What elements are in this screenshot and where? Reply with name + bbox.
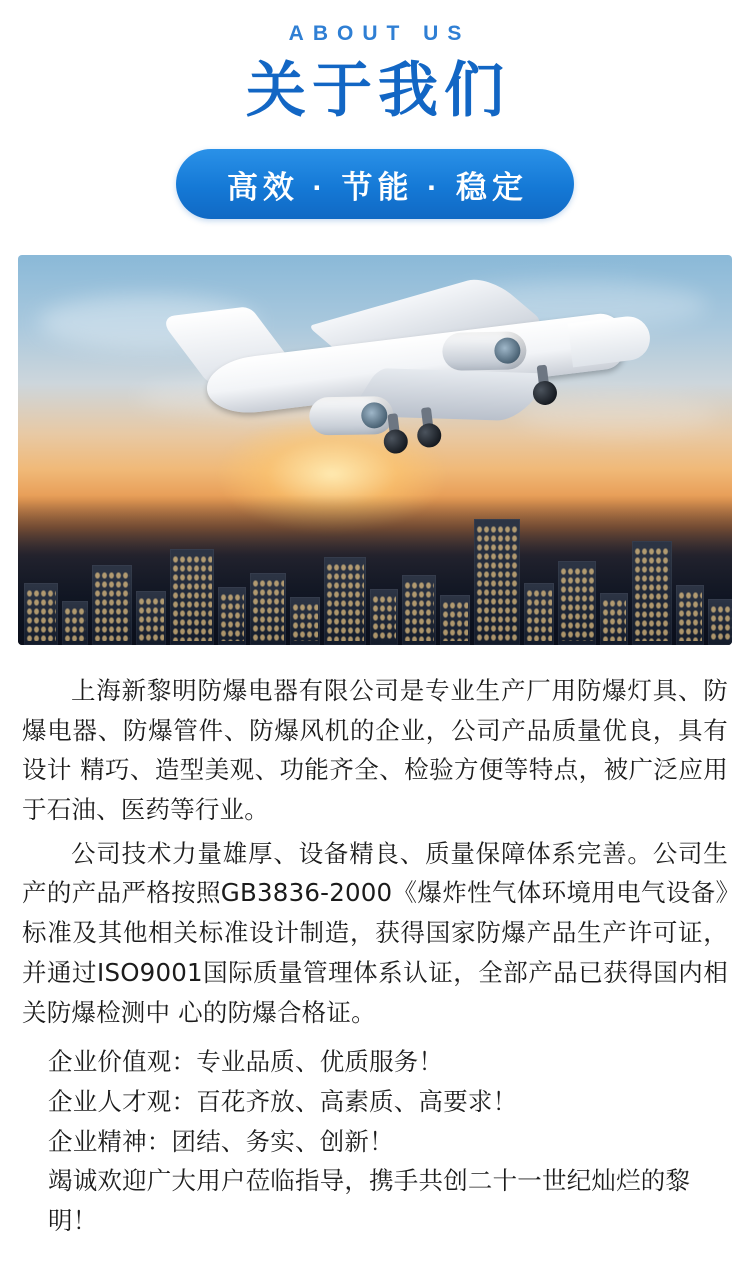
building xyxy=(440,595,470,645)
building xyxy=(600,593,628,645)
paragraph: 公司技术力量雄厚、设备精良、质量保障体系完善。公司生产的产品严格按照GB3836-2000《爆炸性气体环境用电气设备》标准及其他相关标准设计制造，获得国家防爆产品生产许可证，并通过ISO9001国际质量管理体系认证，全部产品已获得国内相关防爆检测中 心的防爆合格证。 xyxy=(22,838,728,1027)
city-skyline xyxy=(18,495,732,645)
paragraph: 上海新黎明防爆电器有限公司是专业生产厂用防爆灯具、防爆电器、防爆管件、防爆风机的企业，公司产品质量优良，具有设计 精巧、造型美观、功能齐全、检验方便等特点，被广泛应用于石油、医药等行业。 xyxy=(22,676,728,825)
page-title: 关于我们 xyxy=(246,56,510,126)
building xyxy=(370,589,398,645)
building xyxy=(136,591,166,645)
values-list xyxy=(22,1042,728,1240)
building xyxy=(402,575,436,645)
building xyxy=(558,561,596,645)
building xyxy=(24,583,58,645)
building-tower xyxy=(474,519,520,645)
list-item: 企业精神：团结、务实、创新！ xyxy=(48,1126,394,1156)
building xyxy=(632,541,672,645)
building xyxy=(250,573,286,645)
hero-image xyxy=(18,255,732,645)
airplane-engine xyxy=(309,396,394,435)
slogan-badge: 高效 · 节能 · 稳定 xyxy=(176,149,574,219)
airplane-icon xyxy=(168,257,659,513)
building xyxy=(218,587,246,645)
building xyxy=(62,601,88,645)
building xyxy=(524,583,554,645)
building xyxy=(170,549,214,645)
airplane-nose xyxy=(568,314,653,367)
list-item: 企业价值观：专业品质、优质服务！ xyxy=(48,1047,444,1077)
about-content xyxy=(0,645,750,1271)
list-item: 企业人才观：百花齐放、高素质、高要求！ xyxy=(48,1086,518,1116)
building xyxy=(708,599,732,645)
slogan-pill-wrap xyxy=(0,149,750,219)
building xyxy=(324,557,366,645)
eyebrow-label: ABOUT US xyxy=(288,22,471,45)
list-item: 竭诚欢迎广大用户莅临指导，携手共创二十一世纪灿烂的黎明！ xyxy=(48,1166,691,1235)
airplane-engine xyxy=(442,331,527,370)
building xyxy=(676,585,704,645)
page-header xyxy=(0,0,750,219)
building xyxy=(290,597,320,645)
building xyxy=(92,565,132,645)
